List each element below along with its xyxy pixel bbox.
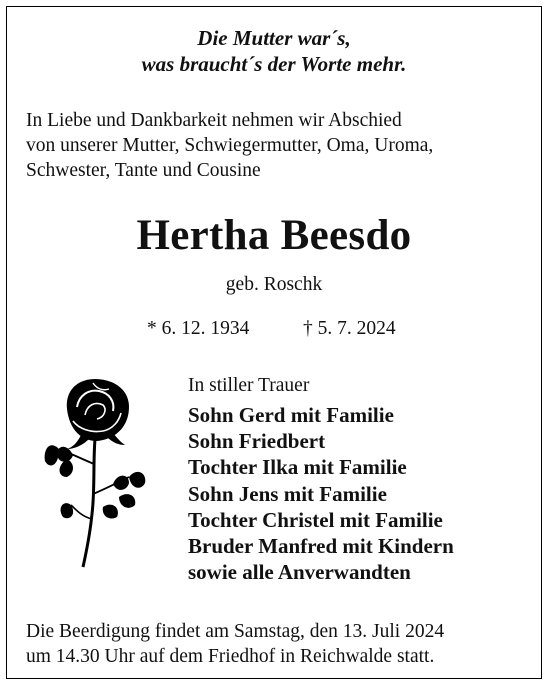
- intro-line-3: Schwester, Tante und Cousine: [26, 160, 261, 181]
- family-member: Tochter Christel mit Familie: [188, 507, 443, 532]
- intro-line-1: In Liebe und Dankbarkeit nehmen wir Abschied: [26, 110, 402, 131]
- deceased-name: Hertha Beesdo: [136, 212, 412, 259]
- funeral-info: [26, 619, 533, 669]
- family-member: Sohn Jens mit Familie: [188, 481, 387, 506]
- funeral-line-2: um 14.30 Uhr auf dem Friedhof in Reichwalde statt.: [26, 646, 435, 667]
- obituary-notice: [6, 6, 542, 679]
- motto: [7, 25, 541, 77]
- funeral-line-1: Die Beerdigung findet am Samstag, den 13. Juli 2024: [26, 621, 445, 642]
- mourning-lead: In stiller Trauer: [188, 375, 310, 396]
- motto-line-1: Die Mutter war´s,: [197, 26, 351, 50]
- death-date: † 5. 7. 2024: [303, 318, 396, 339]
- birth-date: * 6. 12. 1934: [147, 318, 250, 339]
- maiden-name: geb. Roschk: [225, 274, 323, 295]
- family-member: Sohn Friedbert: [188, 429, 326, 454]
- intro-text: [26, 108, 531, 183]
- family-member: Sohn Gerd mit Familie: [188, 403, 394, 427]
- family-member: Tochter Ilka mit Familie: [188, 455, 407, 480]
- motto-line-2: was braucht´s der Worte mehr.: [141, 52, 407, 76]
- intro-line-2: von unserer Mutter, Schwiegermutter, Oma, Uroma,: [26, 135, 434, 156]
- mourning-list: [188, 373, 533, 585]
- rose-icon: [37, 369, 157, 569]
- family-member: Bruder Manfred mit Kindern: [188, 534, 454, 559]
- family-member: sowie alle Anverwandten: [188, 560, 411, 585]
